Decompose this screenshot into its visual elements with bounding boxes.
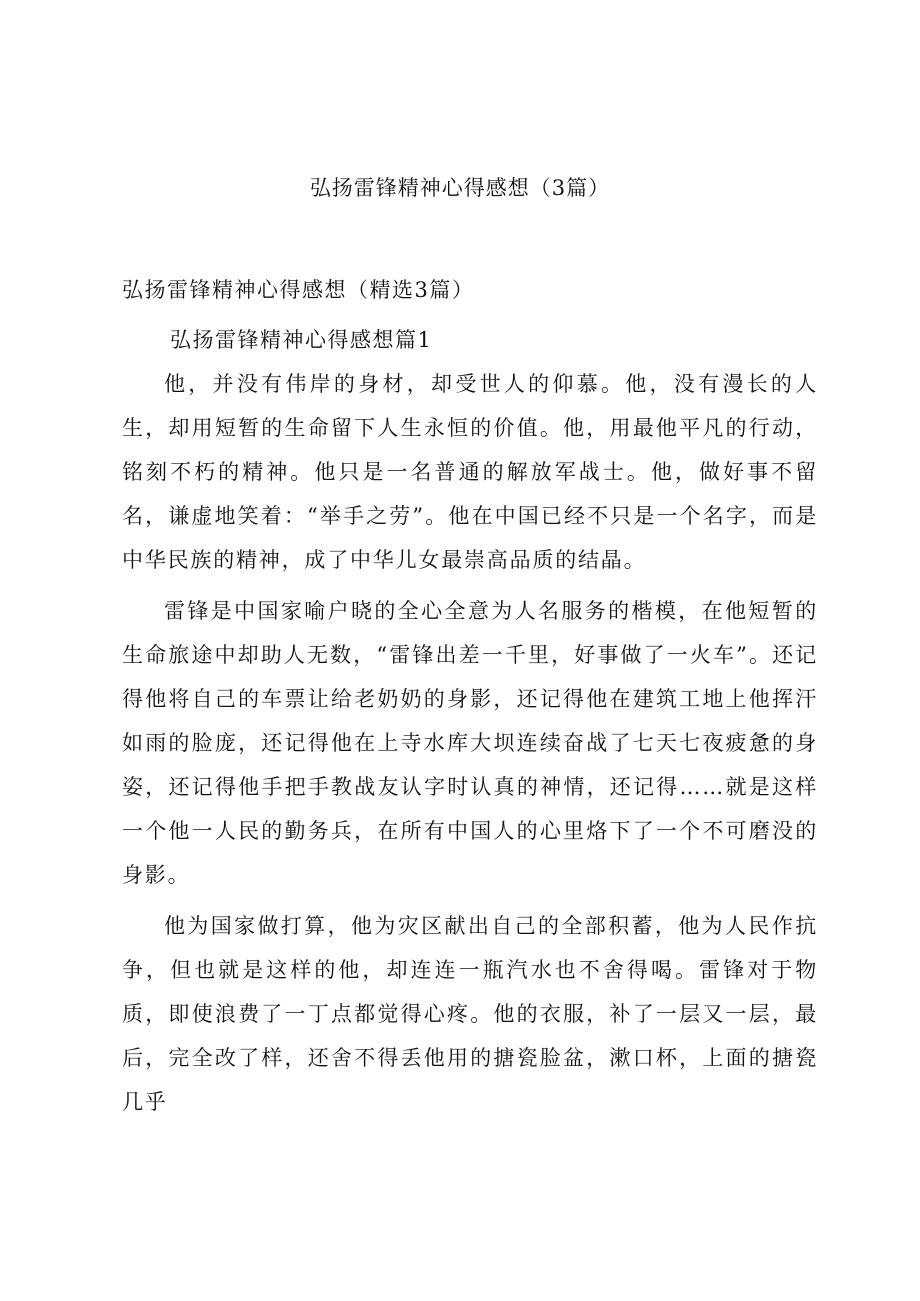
document-title: 弘扬雷锋精神心得感想（3篇） [309,176,611,200]
paragraph-2: 雷锋是中国家喻户晓的全心全意为人名服务的楷模，在他短暂的生命旅途中却助人无数，“雷锋出差一千里，好事做了一火车”。还记得他将自己的车票让给老奶奶的身影，还记得他在建筑工地上他挥汗如雨的脸庞，还记得他在上寺水库大坝连续奋战了七天七夜疲惫的身姿，还记得他手把手教战友认字时认真的神情，还记得……就是这样一个他一人民的勤务兵，在所有中国人的心里烙下了一个不可磨没的身影。 [122,599,818,887]
paragraph-3: 他为国家做打算，他为灾区献出自己的全部积蓄，他为人民作抗争，但也就是这样的他，却连连一瓶汽水也不舍得喝。雷锋对于物质，即使浪费了一丁点都觉得心疼。他的衣服，补了一层又一层，最后，完全改了样，还舍不得丢他用的搪瓷脸盆，漱口杯，上面的搪瓷几乎 [122,914,818,1114]
document-body [122,362,818,1131]
paragraph-1: 他，并没有伟岸的身材，却受世人的仰慕。他，没有漫长的人生，却用短暂的生命留下人生永恒的价值。他，用最他平凡的行动，铭刻不朽的精神。他只是一名普通的解放军战士。他，做好事不留名，谦虚地笑着：“举手之劳”。他在中国已经不只是一个名字，而是中华民族的精神，成了中华儿女最崇高品质的结晶。 [122,372,818,572]
document-subtitle: 弘扬雷锋精神心得感想（精选3篇） [122,278,475,302]
section-heading: 弘扬雷锋精神心得感想篇1 [170,328,433,352]
